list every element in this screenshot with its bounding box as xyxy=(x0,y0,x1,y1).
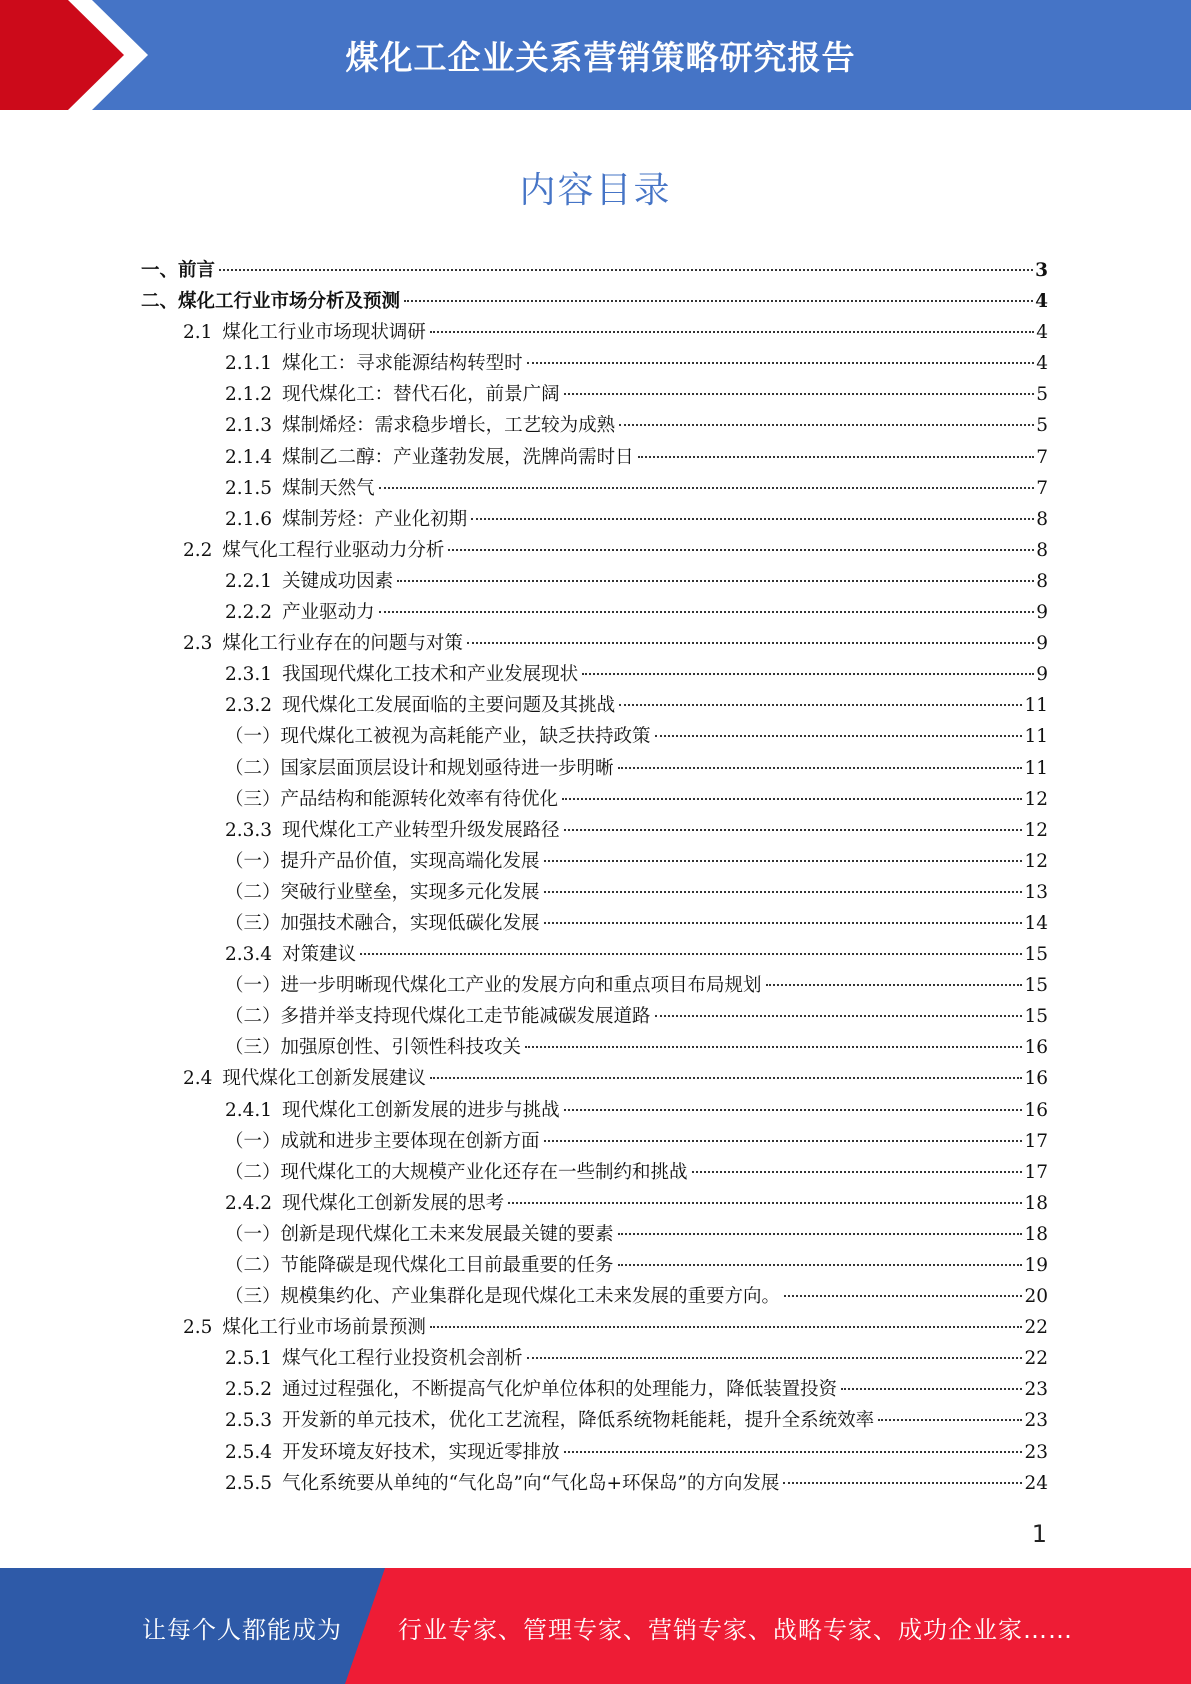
toc-entry-page: 13 xyxy=(1024,881,1048,903)
toc-entry[interactable] xyxy=(141,597,1048,628)
toc-entry[interactable] xyxy=(141,348,1048,379)
toc-entry-page: 15 xyxy=(1024,944,1048,966)
toc-entry-title: 煤化工行业市场分析及预测 xyxy=(178,291,401,313)
toc-entry[interactable] xyxy=(141,939,1048,970)
toc-dot-leader xyxy=(430,331,1034,333)
toc-entry[interactable] xyxy=(141,317,1048,348)
toc-entry-number: 2.5 xyxy=(183,1317,213,1339)
toc-entry-number: （二） xyxy=(225,1161,281,1183)
toc-entry-title: 现代煤化工创新发展建议 xyxy=(222,1068,426,1090)
toc-entry-number: （三） xyxy=(225,788,281,810)
toc-dot-leader xyxy=(430,1326,1023,1328)
toc-entry-number: （三） xyxy=(225,1037,281,1059)
footer-slogan-left: 让每个人都能成为 xyxy=(142,1616,342,1644)
toc-entry-number: 一、 xyxy=(141,260,179,281)
toc-entry[interactable] xyxy=(141,628,1048,659)
toc-entry[interactable] xyxy=(141,442,1048,473)
toc-entry-number: （一） xyxy=(225,1130,281,1152)
toc-entry-page: 8 xyxy=(1036,570,1048,592)
toc-entry-number: 2.1.2 xyxy=(225,384,273,406)
toc-entry-title: 现代煤化工被视为高耗能产业，缺乏扶持政策 xyxy=(280,726,651,748)
page-number: 1 xyxy=(1031,1520,1047,1548)
toc-entry[interactable] xyxy=(141,721,1048,752)
toc-entry-page: 8 xyxy=(1036,539,1048,561)
toc-entry-page: 22 xyxy=(1024,1317,1048,1339)
toc-entry-title: 煤制烯烃：需求稳步增长，工艺较为成熟 xyxy=(282,415,616,437)
toc-entry-page: 11 xyxy=(1024,757,1048,779)
toc-entry-page: 9 xyxy=(1036,602,1048,624)
toc-entry-title: 规模集约化、产业集群化是现代煤化工未来发展的重要方向。 xyxy=(280,1286,781,1308)
toc-entry-title: 提升产品价值，实现高端化发展 xyxy=(280,850,540,872)
toc-entry-page: 5 xyxy=(1036,384,1048,406)
toc-dot-leader xyxy=(508,1202,1022,1204)
toc-entry-number: 2.4.2 xyxy=(225,1192,273,1214)
toc-dot-leader xyxy=(618,1264,1023,1266)
toc-entry-title: 煤制天然气 xyxy=(282,477,375,499)
toc-entry-number: 2.1.1 xyxy=(225,353,273,375)
toc-entry[interactable] xyxy=(141,566,1048,597)
toc-entry[interactable] xyxy=(141,1405,1048,1436)
toc-dot-leader xyxy=(527,362,1035,364)
toc-dot-leader xyxy=(527,1357,1023,1359)
toc-entry-number: 2.1.5 xyxy=(225,477,273,499)
toc-entry-title: 煤化工行业市场前景预测 xyxy=(222,1317,426,1339)
toc-entry-title: 国家层面顶层设计和规划亟待进一步明晰 xyxy=(280,757,614,779)
toc-entry-page: 22 xyxy=(1024,1348,1048,1370)
toc-entry-page: 23 xyxy=(1024,1379,1048,1401)
toc-entry[interactable] xyxy=(141,255,1048,286)
toc-entry[interactable] xyxy=(141,659,1048,690)
toc-dot-leader xyxy=(619,424,1034,426)
toc-entry[interactable] xyxy=(141,473,1048,504)
toc-entry[interactable] xyxy=(141,1343,1048,1374)
toc-entry-number: 2.5.3 xyxy=(225,1410,273,1432)
toc-dot-leader xyxy=(360,953,1022,955)
toc-entry-title: 煤制芳烃：产业化初期 xyxy=(282,508,468,530)
toc-entry-title: 煤化工：寻求能源结构转型时 xyxy=(282,353,523,375)
toc-entry-title: 煤化工行业存在的问题与对策 xyxy=(222,633,463,655)
toc-entry[interactable] xyxy=(141,286,1048,317)
toc-dot-leader xyxy=(525,1046,1022,1048)
toc-entry[interactable] xyxy=(141,815,1048,846)
toc-dot-leader xyxy=(619,704,1022,706)
toc-entry-title: 多措并举支持现代煤化工走节能减碳发展道路 xyxy=(280,1006,651,1028)
report-title: 煤化工企业关系营销策略研究报告 xyxy=(345,37,856,77)
toc-dot-leader xyxy=(471,518,1034,520)
toc-entry-number: 2.2 xyxy=(183,539,213,561)
toc-entry[interactable] xyxy=(141,1157,1048,1188)
toc-dot-leader xyxy=(582,673,1034,675)
toc-entry[interactable] xyxy=(141,1250,1048,1281)
toc-entry-title: 现代煤化工创新发展的进步与挑战 xyxy=(282,1099,560,1121)
toc-dot-leader xyxy=(783,1482,1022,1484)
toc-entry[interactable] xyxy=(141,1001,1048,1032)
toc-entry-title: 现代煤化工的大规模产业化还存在一些制约和挑战 xyxy=(280,1161,688,1183)
toc-entry-page: 16 xyxy=(1024,1037,1048,1059)
toc-entry-title: 前言 xyxy=(178,260,216,281)
toc-entry-title: 成就和进步主要体现在创新方面 xyxy=(280,1130,540,1152)
toc-entry[interactable] xyxy=(141,1281,1048,1312)
toc-entry[interactable] xyxy=(141,1374,1048,1405)
toc-entry-number: （二） xyxy=(225,1006,281,1028)
toc-entry-title: 产业驱动力 xyxy=(282,602,375,624)
toc-entry-page: 16 xyxy=(1024,1099,1048,1121)
toc-entry-number: （一） xyxy=(225,975,281,997)
toc-entry[interactable] xyxy=(141,1095,1048,1126)
toc-entry-page: 11 xyxy=(1024,695,1048,717)
toc-entry-title: 加强技术融合，实现低碳化发展 xyxy=(280,912,540,934)
toc-entry-page: 17 xyxy=(1024,1130,1048,1152)
toc-dot-leader xyxy=(404,300,1033,302)
toc-entry-number: 2.1.3 xyxy=(225,415,273,437)
toc-entry-number: 2.3 xyxy=(183,633,213,655)
toc-entry-page: 12 xyxy=(1024,819,1048,841)
toc-entry[interactable] xyxy=(141,690,1048,721)
toc-entry[interactable] xyxy=(141,1468,1048,1499)
toc-entry-title: 我国现代煤化工技术和产业发展现状 xyxy=(282,664,579,686)
toc-entry[interactable] xyxy=(141,753,1048,784)
toc-entry-title: 突破行业壁垒，实现多元化发展 xyxy=(280,881,540,903)
toc-dot-leader xyxy=(448,549,1034,551)
toc-entry-number: 2.5.4 xyxy=(225,1441,273,1463)
toc-entry-number: 2.1 xyxy=(183,322,213,344)
toc-entry-number: 2.3.1 xyxy=(225,664,273,686)
toc-entry-page: 4 xyxy=(1035,291,1048,313)
toc-entry-page: 23 xyxy=(1024,1410,1048,1432)
toc-entry-page: 23 xyxy=(1024,1441,1048,1463)
toc-entry-title: 开发环境友好技术，实现近零排放 xyxy=(282,1441,560,1463)
toc-entry[interactable] xyxy=(141,908,1048,939)
toc-dot-leader xyxy=(655,735,1023,737)
toc-entry-number: 2.1.6 xyxy=(225,508,273,530)
toc-entry-title: 现代煤化工创新发展的思考 xyxy=(282,1192,505,1214)
toc-entry-number: 2.4.1 xyxy=(225,1099,273,1121)
toc-entry[interactable] xyxy=(141,784,1048,815)
footer-slogan-right: 行业专家、管理专家、营销专家、战略专家、成功企业家…… xyxy=(398,1616,1073,1644)
toc-entry-number: 2.1.4 xyxy=(225,446,273,468)
toc-entry-title: 现代煤化工产业转型升级发展路径 xyxy=(282,819,560,841)
toc-dot-leader xyxy=(766,984,1023,986)
toc-entry[interactable] xyxy=(141,535,1048,566)
toc-entry-page: 11 xyxy=(1024,726,1048,748)
table-of-contents xyxy=(141,255,1048,1499)
toc-entry[interactable] xyxy=(141,1126,1048,1157)
toc-dot-leader xyxy=(544,1140,1023,1142)
toc-dot-leader xyxy=(564,1451,1023,1453)
toc-dot-leader xyxy=(564,829,1023,831)
toc-entry-title: 通过过程强化，不断提高气化炉单位体积的处理能力，降低装置投资 xyxy=(282,1379,838,1401)
toc-entry-number: （三） xyxy=(225,912,281,934)
toc-entry-title: 现代煤化工：替代石化，前景广阔 xyxy=(282,384,560,406)
toc-dot-leader xyxy=(379,611,1035,613)
toc-entry-page: 9 xyxy=(1036,633,1048,655)
toc-entry-number: 2.3.2 xyxy=(225,695,273,717)
toc-dot-leader xyxy=(878,1419,1022,1421)
toc-entry[interactable] xyxy=(141,1188,1048,1219)
toc-entry-page: 19 xyxy=(1024,1255,1048,1276)
toc-entry-title: 现代煤化工发展面临的主要问题及其挑战 xyxy=(282,695,616,717)
toc-dot-leader xyxy=(692,1171,1023,1173)
toc-dot-leader xyxy=(841,1388,1022,1390)
toc-entry-title: 煤气化工程行业投资机会剖析 xyxy=(282,1348,523,1370)
toc-dot-leader xyxy=(618,1233,1023,1235)
toc-entry-page: 4 xyxy=(1036,353,1048,375)
toc-entry[interactable] xyxy=(141,1032,1048,1063)
toc-entry-page: 4 xyxy=(1036,322,1048,344)
toc-dot-leader xyxy=(618,767,1023,769)
toc-entry-number: （一） xyxy=(225,726,281,748)
toc-entry-page: 15 xyxy=(1024,975,1048,997)
toc-dot-leader xyxy=(655,1015,1023,1017)
toc-entry[interactable] xyxy=(141,410,1048,441)
toc-entry-number: 2.3.4 xyxy=(225,944,273,966)
toc-entry[interactable] xyxy=(141,379,1048,410)
toc-entry-title: 关键成功因素 xyxy=(282,570,394,592)
toc-entry-title: 加强原创性、引领性科技攻关 xyxy=(280,1037,522,1059)
toc-entry-title: 煤化工行业市场现状调研 xyxy=(222,322,426,344)
toc-dot-leader xyxy=(564,1109,1023,1111)
toc-entry-number: 2.5.1 xyxy=(225,1348,273,1370)
toc-entry-page: 20 xyxy=(1024,1286,1048,1308)
toc-entry-number: 2.5.5 xyxy=(225,1472,273,1494)
toc-entry-title: 创新是现代煤化工未来发展最关键的要素 xyxy=(280,1223,614,1245)
toc-entry-number: 二、 xyxy=(141,291,179,313)
toc-entry-page: 18 xyxy=(1024,1223,1048,1245)
toc-dot-leader xyxy=(219,269,1033,271)
toc-dot-leader xyxy=(397,580,1034,582)
toc-entry-page: 14 xyxy=(1024,912,1048,934)
toc-entry-number: 2.2.1 xyxy=(225,570,273,592)
toc-entry-page: 16 xyxy=(1024,1068,1048,1090)
toc-entry-title: 节能降碳是现代煤化工目前最重要的任务 xyxy=(280,1255,614,1276)
toc-entry-title: 煤气化工程行业驱动力分析 xyxy=(222,539,445,561)
toc-entry[interactable] xyxy=(141,877,1048,908)
toc-dot-leader xyxy=(562,798,1022,800)
toc-dot-leader xyxy=(430,1077,1023,1079)
toc-entry[interactable] xyxy=(141,1219,1048,1250)
toc-entry[interactable] xyxy=(141,1437,1048,1468)
toc-dot-leader xyxy=(544,891,1023,893)
toc-dot-leader xyxy=(544,922,1023,924)
toc-entry-number: （一） xyxy=(225,1223,281,1245)
toc-dot-leader xyxy=(467,642,1034,644)
toc-entry-page: 9 xyxy=(1036,664,1048,686)
toc-entry-number: （二） xyxy=(225,1255,281,1276)
toc-heading: 内容目录 xyxy=(519,170,672,211)
toc-entry-number: （二） xyxy=(225,757,281,779)
toc-entry[interactable] xyxy=(141,846,1048,877)
toc-dot-leader xyxy=(379,487,1035,489)
toc-entry-page: 15 xyxy=(1024,1006,1048,1028)
toc-dot-leader xyxy=(544,860,1023,862)
toc-entry[interactable] xyxy=(141,1312,1048,1343)
toc-entry-title: 进一步明晰现代煤化工产业的发展方向和重点项目布局规划 xyxy=(280,975,762,997)
toc-entry-page: 12 xyxy=(1024,850,1048,872)
toc-entry-page: 12 xyxy=(1024,788,1048,810)
toc-dot-leader xyxy=(784,1295,1022,1297)
toc-entry-number: （三） xyxy=(225,1286,281,1308)
toc-entry-number: （一） xyxy=(225,850,281,872)
toc-entry-title: 产品结构和能源转化效率有待优化 xyxy=(280,788,559,810)
toc-entry-page: 3 xyxy=(1035,260,1048,281)
toc-entry-title: 开发新的单元技术，优化工艺流程，降低系统物耗能耗，提升全系统效率 xyxy=(282,1410,875,1432)
toc-entry-title: 对策建议 xyxy=(282,944,357,966)
toc-entry-number: 2.3.3 xyxy=(225,819,273,841)
toc-entry-title: 气化系统要从单纯的“气化岛”向“气化岛+环保岛”的方向发展 xyxy=(282,1472,780,1494)
toc-entry-page: 17 xyxy=(1024,1161,1048,1183)
toc-entry-page: 24 xyxy=(1024,1472,1048,1494)
toc-entry-number: 2.4 xyxy=(183,1068,213,1090)
toc-entry-number: （二） xyxy=(225,881,281,903)
toc-entry-number: 2.5.2 xyxy=(225,1379,273,1401)
toc-dot-leader xyxy=(638,456,1035,458)
toc-entry-page: 5 xyxy=(1036,415,1048,437)
toc-entry-title: 煤制乙二醇：产业蓬勃发展，洗牌尚需时日 xyxy=(282,446,634,468)
toc-entry-page: 7 xyxy=(1036,477,1048,499)
toc-entry-page: 7 xyxy=(1036,446,1048,468)
toc-entry[interactable] xyxy=(141,504,1048,535)
toc-entry-number: 2.2.2 xyxy=(225,602,273,624)
toc-dot-leader xyxy=(564,393,1035,395)
toc-entry-page: 18 xyxy=(1024,1192,1048,1214)
toc-entry[interactable] xyxy=(141,1063,1048,1094)
toc-entry-page: 8 xyxy=(1036,508,1048,530)
toc-entry[interactable] xyxy=(141,970,1048,1001)
